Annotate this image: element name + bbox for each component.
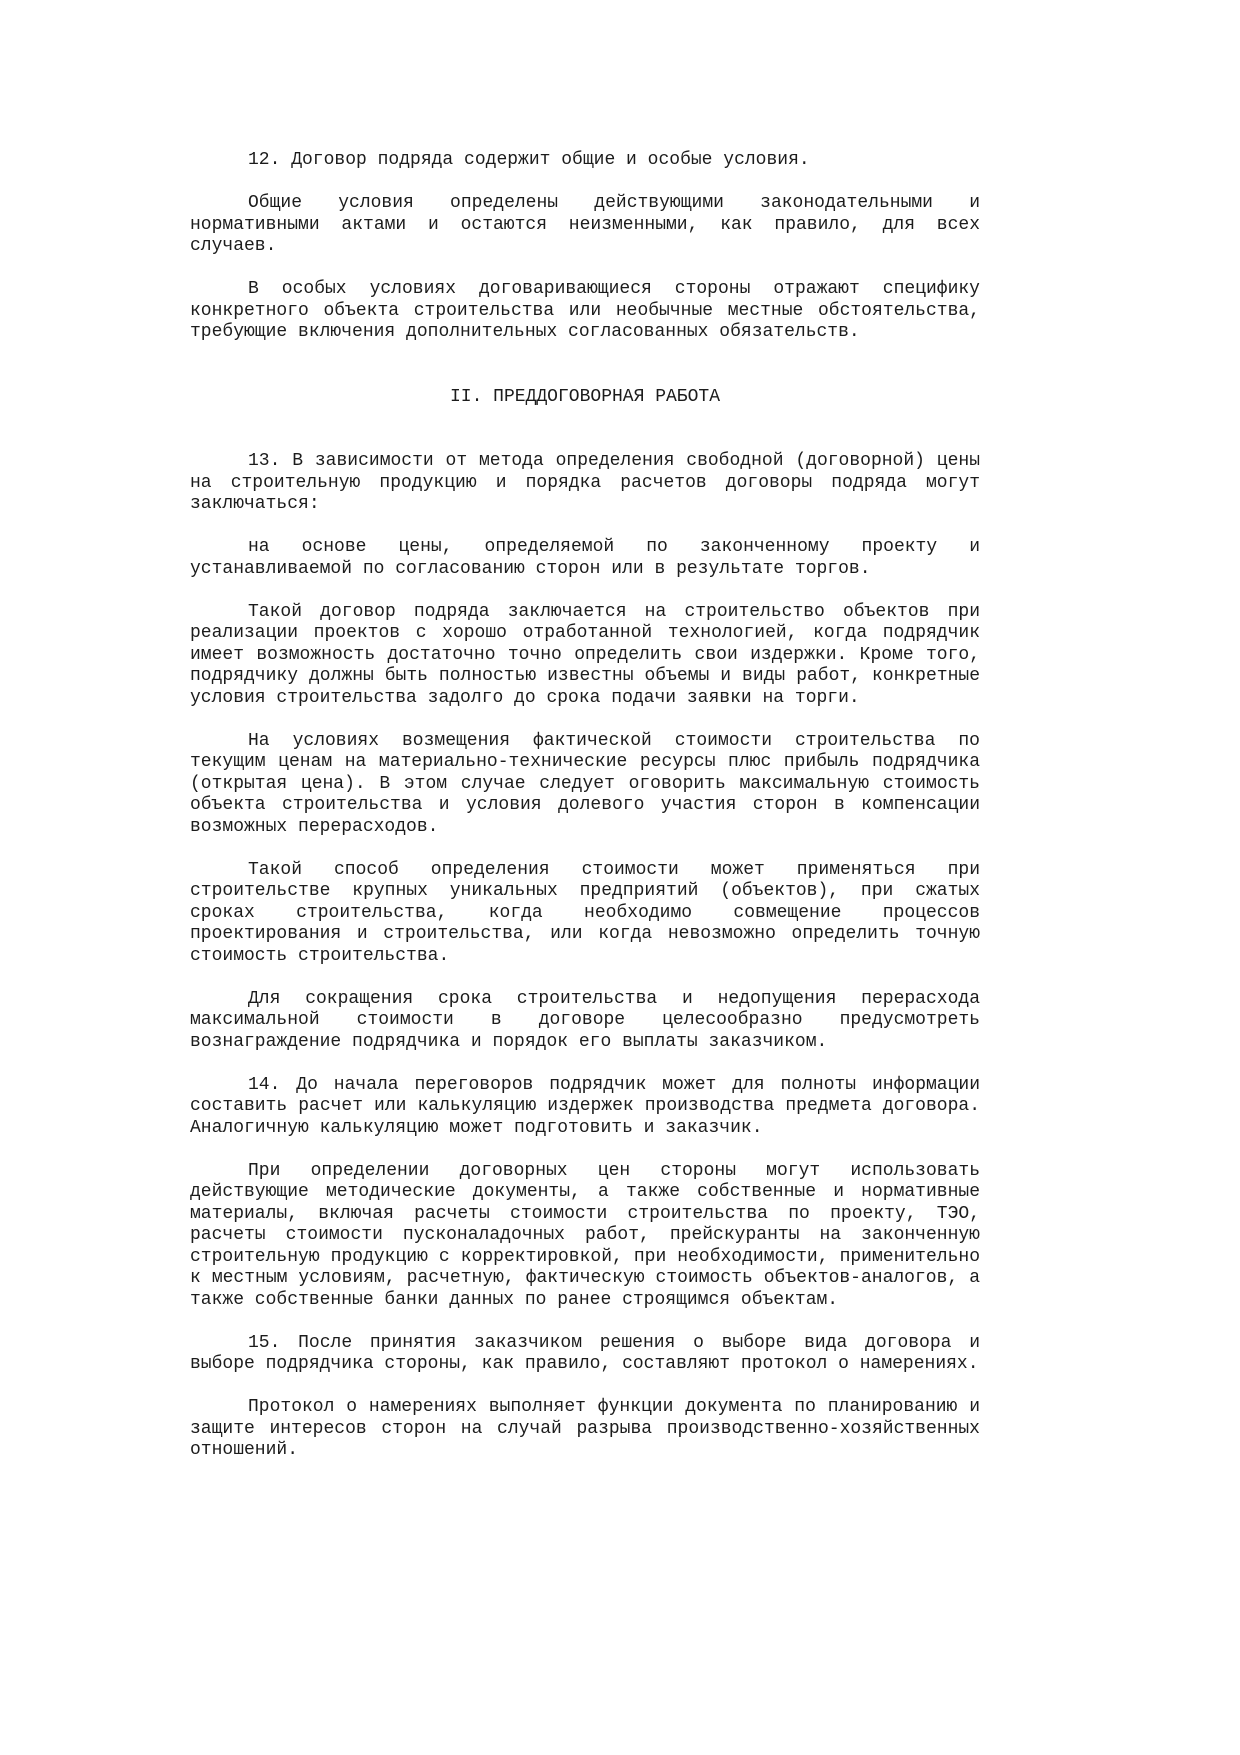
paragraph-price-determination: При определении договорных цен стороны могут использовать действующие методические документы, а также собственные и нормативные материалы, включая расчеты стоимости строительства по проекту, ТЭО, расчеты стоимости пусконаладочных работ, прейскуранты на законченную строительную продукцию с корректировкой, при необходимости, применительно к местным условиям, расчетную, фактическую стоимость объектов-аналогов, а также собственные банки данных по ранее строящимся объектам.	[190, 1160, 980, 1310]
paragraph-fixed-price: на основе цены, определяемой по законченному проекту и устанавливаемой по согласованию сторон или в результате торгов.	[190, 537, 980, 579]
paragraph-open-price: На условиях возмещения фактической стоимости строительства по текущим ценам на материально-технические ресурсы плюс прибыль подрядчика (открытая цена). В этом случае следует оговорить максимальную стоимость объекта строительства и условия долевого участия сторон в компенсации возможных перерасходов.	[190, 730, 980, 837]
paragraph-12: 12. Договор подряда содержит общие и особые условия.	[248, 150, 810, 170]
paragraph-special-conditions: В особых условиях договаривающиеся стороны отражают специфику конкретного объекта строительства или необычные местные обстоятельства, требующие включения дополнительных согласованных обязательств.	[190, 279, 980, 342]
paragraph-general-conditions: Общие условия определены действующими законодательными и нормативными актами и остаются неизменными, как правило, для всех случаев.	[190, 193, 980, 256]
document-body	[190, 150, 980, 1483]
paragraph-14: 14. До начала переговоров подрядчик может для полноты информации составить расчет или калькуляцию издержек производства предмета договора. Аналогичную калькуляцию может подготовить и заказчик.	[190, 1074, 980, 1138]
paragraph-fixed-price-details: Такой договор подряда заключается на строительство объектов при реализации проектов с хорошо отработанной технологией, когда подрядчик имеет возможность достаточно точно определить свои издержки. Кроме того, подрядчику должны быть полностью известны объемы и виды работ, конкретные условия строительства задолго до срока подачи заявки на торги.	[190, 601, 980, 708]
paragraph-reward: Для сокращения срока строительства и недопущения перерасхода максимальной стоимости в договоре целесообразно предусмотреть вознаграждение подрядчика и порядок его выплаты заказчиком.	[190, 988, 980, 1052]
paragraph-13: 13. В зависимости от метода определения свободной (договорной) цены на строительную продукцию и порядка расчетов договоры подряда могут заключаться:	[190, 451, 980, 514]
paragraph-protocol: Протокол о намерениях выполняет функции документа по планированию и защите интересов сторон на случай разрыва производственно-хозяйственных отношений.	[190, 1397, 980, 1460]
section-heading: II. ПРЕДДОГОВОРНАЯ РАБОТА	[449, 386, 721, 407]
paragraph-15: 15. После принятия заказчиком решения о выборе вида договора и выборе подрядчика стороны, как правило, составляют протокол о намерениях.	[190, 1332, 980, 1374]
paragraph-open-price-usage: Такой способ определения стоимости может применяться при строительстве крупных уникальных предприятий (объектов), при сжатых сроках строительства, когда необходимо совмещение процессов проектирования и строительства, или когда невозможно определить точную стоимость строительства.	[190, 859, 980, 966]
